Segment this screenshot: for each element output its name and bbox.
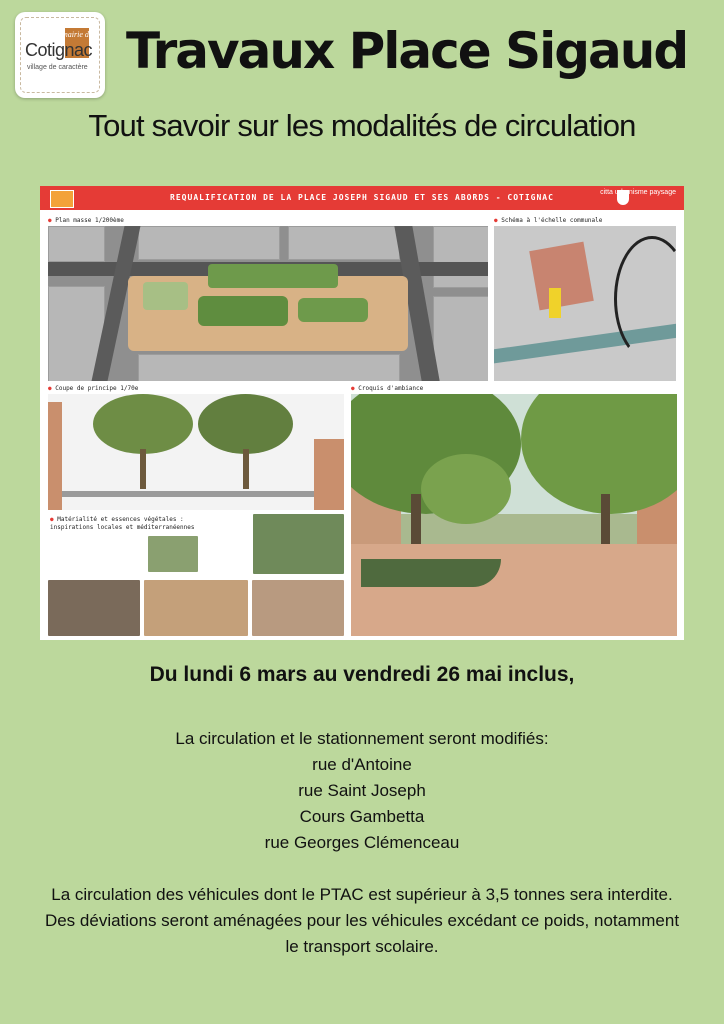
partner-logo: citta urbanisme paysage [600,189,676,196]
weight-restriction-notice: La circulation des véhicules dont le PTAC est supérieur à 3,5 tonnes sera interdite. Des déviations seront aménagées pour les véhicules excédant ce poids, notamment le transport scolaire. [44,885,680,956]
section-label-schema: ● Schéma à l'échelle communale [494,217,603,224]
cross-section [48,394,344,510]
project-board-image [40,186,684,640]
logo-line-2: Cotignac [25,40,93,60]
street-item: rue Georges Clémenceau [264,833,460,852]
works-dates: Du lundi 6 mars au vendredi 26 mai inclus, [149,663,575,686]
board-title: REQUALIFICATION DE LA PLACE JOSEPH SIGAUD ET SES ABORDS - COTIGNAC [170,193,554,202]
town-scale-map [494,226,676,381]
street-item: Cours Gambetta [299,807,425,826]
logo-line-3: village de caractère [27,64,88,71]
street-item: rue d'Antoine [312,755,412,774]
ambiance-sketch [351,394,677,636]
page-title: Travaux Place Sigaud [126,22,688,80]
circulation-intro: La circulation et le stationnement seront modifiés: [175,729,549,748]
circulation-info [0,726,724,856]
section-label-coupe: ● Coupe de principe 1/70e [48,385,139,392]
section-label-croquis: ● Croquis d'ambiance [351,385,424,392]
logo-line-1: mairie de [62,30,93,39]
page-subtitle: Tout savoir sur les modalités de circulation [88,108,636,143]
materials-panel [48,514,344,636]
board-header [40,186,684,210]
section-label-plan: ● Plan masse 1/200ème [48,217,124,224]
street-item: rue Saint Joseph [298,781,426,800]
site-plan [48,226,488,381]
cotignac-logo [15,12,105,98]
section-label-materialite: ● Matérialité et essences végétales : inspirations locales et méditerranéennes [50,516,195,531]
